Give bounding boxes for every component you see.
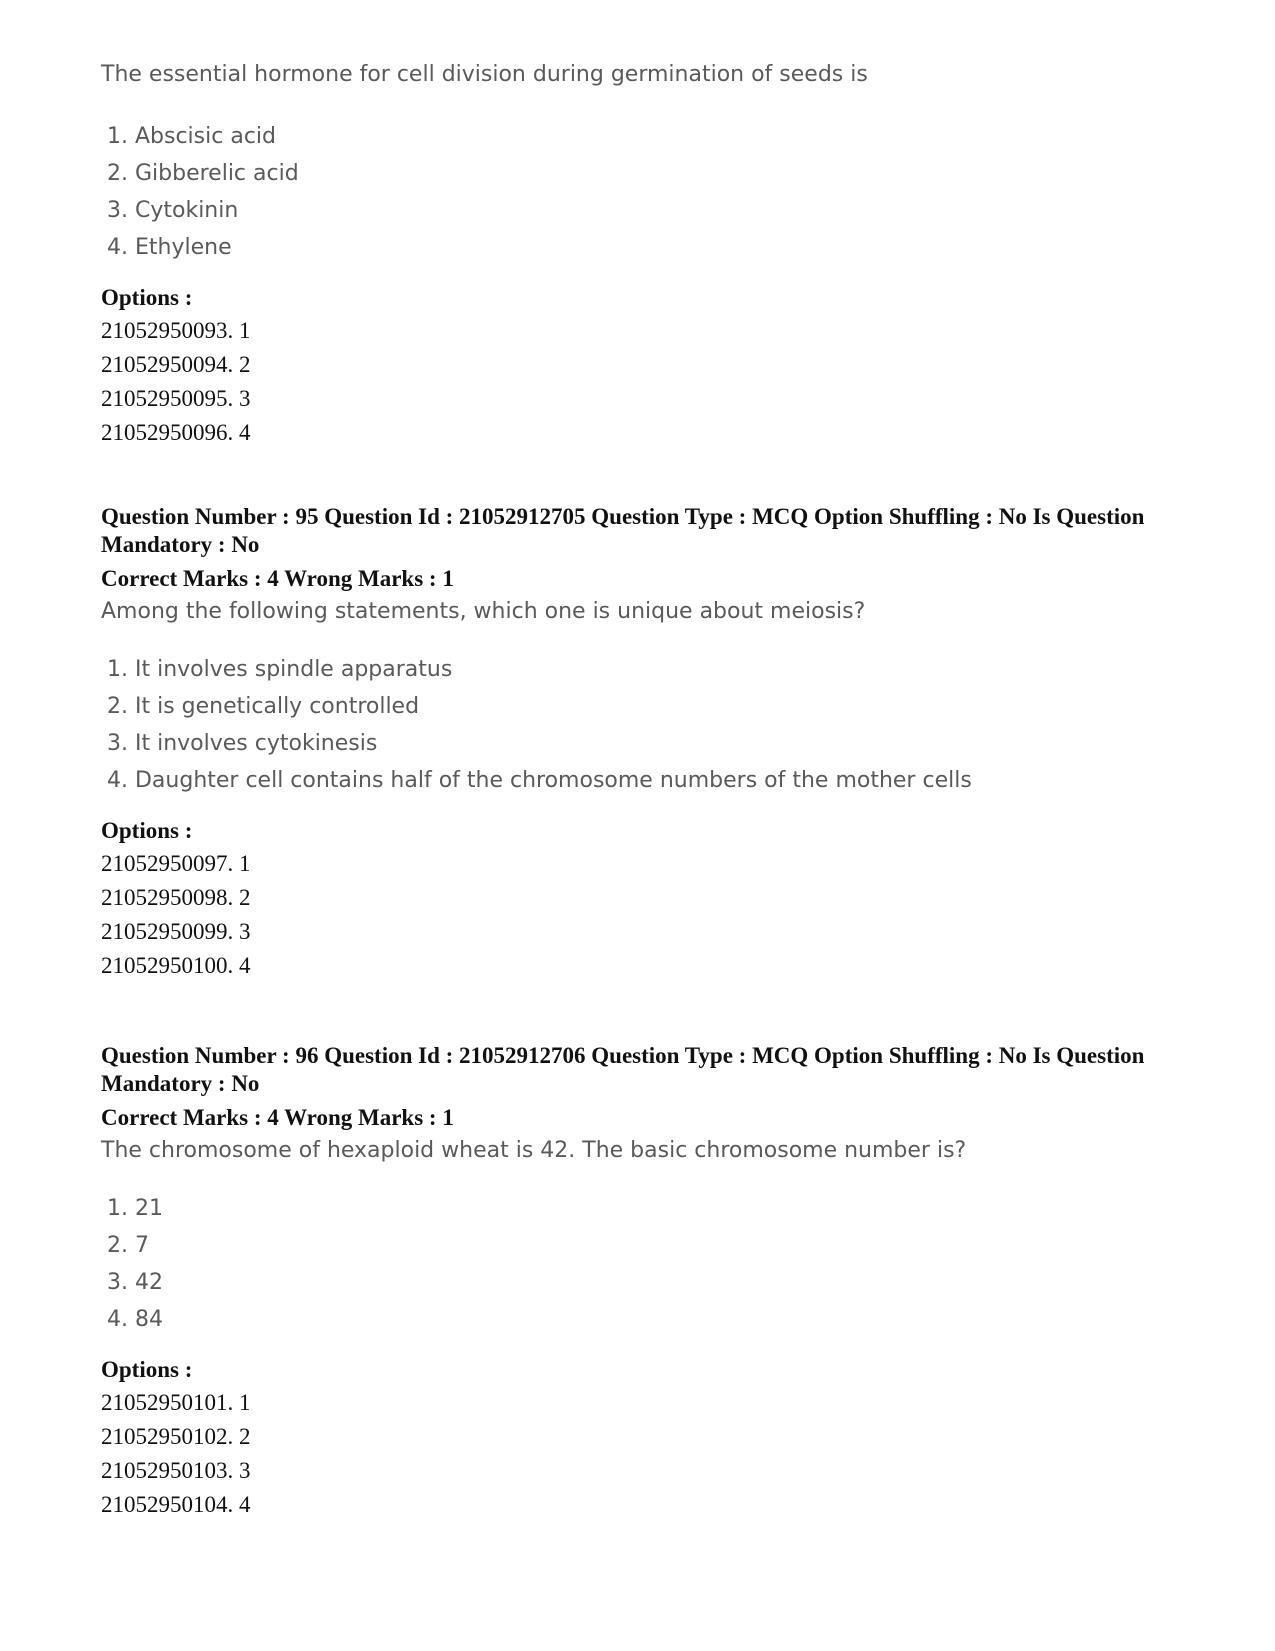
question-stem: Among the following statements, which one is unique about meiosis? bbox=[101, 599, 866, 624]
choice-item: 3. It involves cytokinesis bbox=[107, 731, 378, 756]
option-row: 21052950101. 1 bbox=[101, 1390, 251, 1415]
question-96 bbox=[101, 1042, 1181, 1522]
choice-item: 1. 21 bbox=[107, 1196, 163, 1221]
question-95 bbox=[101, 503, 1181, 983]
option-row: 21052950095. 3 bbox=[101, 386, 251, 411]
options-list bbox=[101, 847, 1181, 983]
choice-item: 2. 7 bbox=[107, 1233, 149, 1258]
choice-item: 2. It is genetically controlled bbox=[107, 694, 420, 719]
choice-item: 4. Ethylene bbox=[107, 235, 232, 260]
question-94 bbox=[101, 60, 1181, 450]
question-stem: The essential hormone for cell division during germination of seeds is bbox=[101, 62, 868, 87]
choice-item: 3. 42 bbox=[107, 1270, 163, 1295]
option-row: 21052950102. 2 bbox=[101, 1424, 251, 1449]
marks-line: Correct Marks : 4 Wrong Marks : 1 bbox=[101, 566, 454, 591]
choice-item: 1. It involves spindle apparatus bbox=[107, 657, 453, 682]
choice-list bbox=[101, 118, 1181, 266]
option-row: 21052950098. 2 bbox=[101, 885, 251, 910]
question-header: Question Number : 95 Question Id : 21052912705 Question Type : MCQ Option Shuffling : No Is Question Mandatory : No bbox=[101, 504, 1145, 557]
option-row: 21052950099. 3 bbox=[101, 919, 251, 944]
question-stem: The chromosome of hexaploid wheat is 42. The basic chromosome number is? bbox=[101, 1138, 967, 1163]
choice-item: 3. Cytokinin bbox=[107, 198, 239, 223]
options-list bbox=[101, 1386, 1181, 1522]
option-row: 21052950103. 3 bbox=[101, 1458, 251, 1483]
choice-item: 1. Abscisic acid bbox=[107, 124, 276, 149]
options-label: Options : bbox=[101, 285, 193, 310]
option-row: 21052950093. 1 bbox=[101, 318, 251, 343]
marks-line: Correct Marks : 4 Wrong Marks : 1 bbox=[101, 1105, 454, 1130]
option-row: 21052950094. 2 bbox=[101, 352, 251, 377]
question-header: Question Number : 96 Question Id : 21052912706 Question Type : MCQ Option Shuffling : No Is Question Mandatory : No bbox=[101, 1043, 1145, 1096]
choice-item: 2. Gibberelic acid bbox=[107, 161, 299, 186]
options-label: Options : bbox=[101, 818, 193, 843]
option-row: 21052950097. 1 bbox=[101, 851, 251, 876]
options-list bbox=[101, 314, 1181, 450]
choice-list bbox=[101, 1190, 1181, 1338]
option-row: 21052950104. 4 bbox=[101, 1492, 251, 1517]
option-row: 21052950096. 4 bbox=[101, 420, 251, 445]
choice-item: 4. Daughter cell contains half of the chromosome numbers of the mother cells bbox=[107, 768, 972, 793]
choice-item: 4. 84 bbox=[107, 1307, 163, 1332]
choice-list bbox=[101, 651, 1181, 799]
options-label: Options : bbox=[101, 1357, 193, 1382]
option-row: 21052950100. 4 bbox=[101, 953, 251, 978]
